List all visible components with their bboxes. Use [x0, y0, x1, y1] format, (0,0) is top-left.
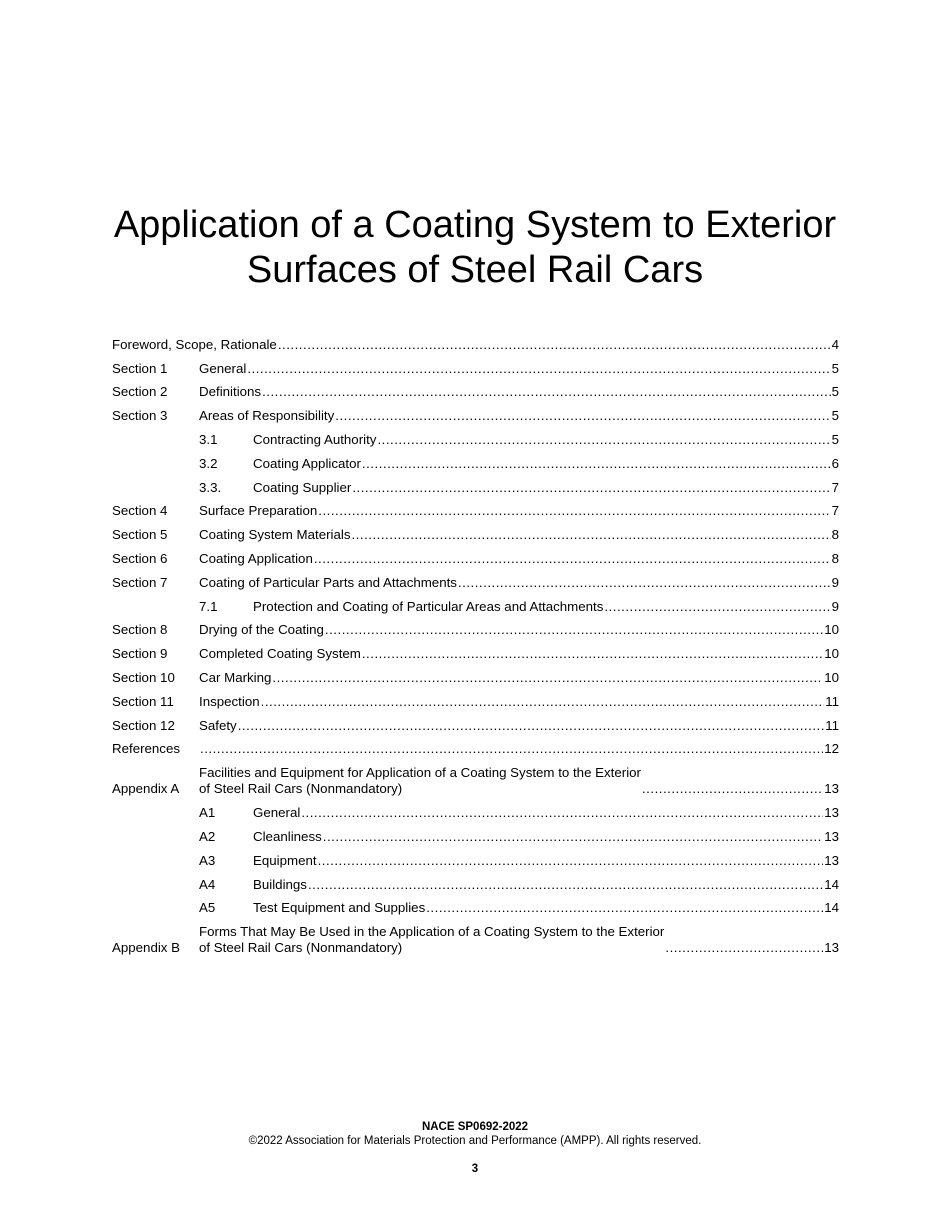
toc-entry[interactable]	[112, 448, 839, 472]
toc-entry-title: Coating Applicator	[253, 455, 361, 471]
toc-entry-title: Coating System Materials	[199, 527, 351, 543]
toc-entry-body	[199, 551, 839, 567]
toc-entry[interactable]	[112, 424, 839, 448]
toc-entry-title: Definitions	[199, 384, 262, 400]
toc-entry-title	[199, 765, 641, 797]
toc-entry[interactable]	[112, 615, 839, 639]
toc-entry[interactable]	[112, 686, 839, 710]
toc-entry-title-line-1: Forms That May Be Used in the Application of a Coating System to the Exterior	[199, 924, 665, 940]
toc-section-label: Section 1	[112, 360, 168, 376]
toc-section-label: Section 10	[112, 669, 175, 685]
toc-page-number: 5	[831, 384, 839, 400]
page-footer	[0, 1120, 950, 1176]
toc-dot-leader	[642, 781, 823, 797]
toc-entry[interactable]	[112, 400, 839, 424]
toc-page-number: 11	[825, 717, 839, 733]
toc-subsection-number: 3.2	[199, 455, 218, 471]
toc-entry-title: Inspection	[199, 693, 260, 709]
toc-entry-title: Cleanliness	[253, 828, 322, 844]
toc-entry-title-line-1: Facilities and Equipment for Application of a Coating System to the Exterior	[199, 765, 641, 781]
toc-entry-body	[253, 900, 839, 916]
toc-entry-body	[253, 599, 839, 615]
toc-entry[interactable]	[112, 591, 839, 615]
toc-page-number: 14	[824, 900, 839, 916]
toc-entry-body	[199, 575, 839, 591]
toc-dot-leader	[238, 718, 824, 734]
toc-section-label: Appendix B	[112, 940, 181, 956]
toc-entry-body	[112, 337, 839, 353]
toc-dot-leader	[352, 527, 831, 543]
toc-page-number: 8	[831, 550, 839, 566]
toc-entry[interactable]	[112, 329, 839, 353]
toc-section-label: Section 4	[112, 503, 168, 519]
toc-page-number: 5	[831, 360, 839, 376]
toc-entry[interactable]	[112, 519, 839, 543]
toc-entry-title: Safety	[199, 717, 237, 733]
toc-entry-title: Coating of Particular Parts and Attachments	[199, 574, 457, 590]
toc-entry[interactable]	[112, 472, 839, 496]
standard-designation: NACE SP0692-2022	[421, 1121, 529, 1133]
toc-entry-body	[253, 805, 839, 821]
toc-entry-body	[253, 877, 839, 893]
toc-entry-title: Equipment	[253, 852, 317, 868]
toc-subsection-number: 3.3.	[199, 479, 222, 495]
toc-entry[interactable]	[112, 734, 839, 758]
toc-entry[interactable]	[112, 869, 839, 893]
toc-page-number: 7	[831, 479, 839, 495]
toc-entry[interactable]	[112, 567, 839, 591]
toc-dot-leader	[261, 694, 825, 710]
toc-entry-title: Areas of Responsibility	[199, 408, 335, 424]
toc-dot-leader	[362, 646, 823, 662]
toc-section-label: Section 3	[112, 408, 168, 424]
toc-page-number: 10	[824, 669, 839, 685]
toc-subsection-number: A1	[199, 805, 216, 821]
toc-section-label: Section 12	[112, 717, 175, 733]
toc-entry-body	[199, 924, 839, 956]
toc-page-number: 12	[824, 741, 839, 757]
toc-page-number: 7	[831, 503, 839, 519]
toc-page-number: 8	[831, 527, 839, 543]
toc-entry-body	[253, 432, 839, 448]
toc-entry-title: Contracting Authority	[253, 431, 377, 447]
toc-page-number: 9	[831, 598, 839, 614]
toc-entry-body	[199, 503, 839, 519]
toc-dot-leader	[665, 940, 823, 956]
toc-subsection-number: A5	[199, 900, 216, 916]
toc-dot-leader	[377, 432, 830, 448]
toc-page-number: 10	[824, 646, 839, 662]
toc-page-number: 14	[824, 876, 839, 892]
toc-dot-leader	[308, 877, 823, 893]
toc-entry-title: Car Marking	[199, 669, 272, 685]
toc-dot-leader	[335, 408, 830, 424]
toc-page-number: 13	[824, 852, 839, 868]
toc-subsection-number: 7.1	[199, 598, 218, 614]
toc-entry[interactable]	[112, 496, 839, 520]
toc-entry[interactable]	[112, 638, 839, 662]
copyright-notice: ©2022 Association for Materials Protection and Performance (AMPP). All rights reserved.	[248, 1135, 702, 1147]
toc-entry[interactable]	[112, 845, 839, 869]
toc-dot-leader	[352, 480, 830, 496]
toc-dot-leader	[278, 337, 831, 353]
toc-entry-title: Completed Coating System	[199, 646, 361, 662]
toc-entry[interactable]	[112, 710, 839, 734]
toc-section-label: References	[112, 741, 180, 757]
toc-dot-leader	[323, 829, 823, 845]
toc-subsection-number: 3.1	[199, 431, 218, 447]
toc-entry-title: Coating Application	[199, 550, 313, 566]
toc-dot-leader	[262, 384, 831, 400]
toc-dot-leader	[318, 503, 830, 519]
toc-page-number: 13	[824, 781, 839, 797]
toc-entry-body	[199, 694, 839, 710]
toc-dot-leader	[247, 361, 830, 377]
toc-section-label: Section 5	[112, 527, 168, 543]
toc-entry-body	[253, 456, 839, 472]
toc-section-label: Section 8	[112, 622, 168, 638]
toc-dot-leader	[272, 670, 823, 686]
toc-entry-title: General	[253, 805, 301, 821]
toc-dot-leader	[362, 456, 831, 472]
toc-entry[interactable]	[112, 662, 839, 686]
toc-entry-title-line-2: of Steel Rail Cars (Nonmandatory)	[199, 940, 403, 956]
toc-page-number: 13	[824, 828, 839, 844]
toc-entry-title: Drying of the Coating	[199, 622, 324, 638]
toc-entry-title: General	[199, 360, 247, 376]
toc-entry[interactable]	[112, 797, 839, 821]
toc-section-label: Section 6	[112, 550, 168, 566]
toc-entry[interactable]	[112, 893, 839, 917]
toc-entry-body	[199, 646, 839, 662]
toc-dot-leader	[458, 575, 831, 591]
toc-page-number: 10	[824, 622, 839, 638]
toc-subsection-number: A3	[199, 852, 216, 868]
toc-page-number: 6	[831, 455, 839, 471]
toc-section-label: Section 9	[112, 646, 168, 662]
toc-section-label: Section 2	[112, 384, 168, 400]
toc-page-number: 4	[831, 336, 839, 352]
toc-dot-leader	[325, 622, 823, 638]
toc-dot-leader	[426, 900, 823, 916]
toc-entry-title-line-2: of Steel Rail Cars (Nonmandatory)	[199, 781, 403, 797]
toc-entry-body	[199, 408, 839, 424]
toc-dot-leader	[301, 805, 823, 821]
toc-entry-body	[199, 765, 839, 797]
toc-entry-body	[199, 718, 839, 734]
toc-entry-body	[253, 480, 839, 496]
toc-entry[interactable]	[112, 916, 839, 956]
document-title	[0, 203, 950, 293]
toc-entry-body	[199, 361, 839, 377]
toc-dot-leader	[318, 853, 824, 869]
toc-section-label: Section 11	[112, 693, 174, 709]
toc-entry-title: Foreword, Scope, Rationale	[112, 336, 277, 352]
toc-entry-title	[199, 924, 664, 956]
toc-page-number: 11	[825, 693, 839, 709]
toc-page-number: 13	[824, 805, 839, 821]
title-line-2: Surfaces of Steel Rail Cars	[246, 249, 704, 291]
toc-entry[interactable]	[112, 377, 839, 401]
toc-entry-body	[199, 527, 839, 543]
toc-subsection-number: A4	[199, 876, 216, 892]
toc-section-label: Section 7	[112, 574, 168, 590]
toc-page-number: 13	[824, 940, 839, 956]
title-line-1: Application of a Coating System to Exterior	[113, 204, 837, 246]
toc-dot-leader	[604, 599, 830, 615]
toc-page-number: 9	[831, 574, 839, 590]
toc-entry-title: Buildings	[253, 876, 307, 892]
toc-page-number: 5	[831, 431, 839, 447]
toc-entry-title: Test Equipment and Supplies	[253, 900, 426, 916]
toc-entry[interactable]	[112, 821, 839, 845]
toc-entry[interactable]	[112, 757, 839, 797]
toc-page-number: 5	[831, 408, 839, 424]
toc-entry-body	[199, 741, 839, 757]
toc-entry-body	[199, 622, 839, 638]
toc-entry-body	[199, 670, 839, 686]
toc-dot-leader	[314, 551, 831, 567]
toc-entry-title: Surface Preparation	[199, 503, 318, 519]
toc-entry-body	[199, 384, 839, 400]
toc-entry-title: Coating Supplier	[253, 479, 352, 495]
toc-entry[interactable]	[112, 543, 839, 567]
toc-section-label: Appendix A	[112, 781, 180, 797]
page-number: 3	[471, 1163, 479, 1175]
table-of-contents	[112, 329, 839, 956]
toc-dot-leader	[200, 741, 823, 757]
toc-entry-title: Protection and Coating of Particular Areas and Attachments	[253, 598, 604, 614]
toc-entry-body	[253, 829, 839, 845]
toc-subsection-number: A2	[199, 828, 216, 844]
toc-entry[interactable]	[112, 353, 839, 377]
toc-entry-body	[253, 853, 839, 869]
